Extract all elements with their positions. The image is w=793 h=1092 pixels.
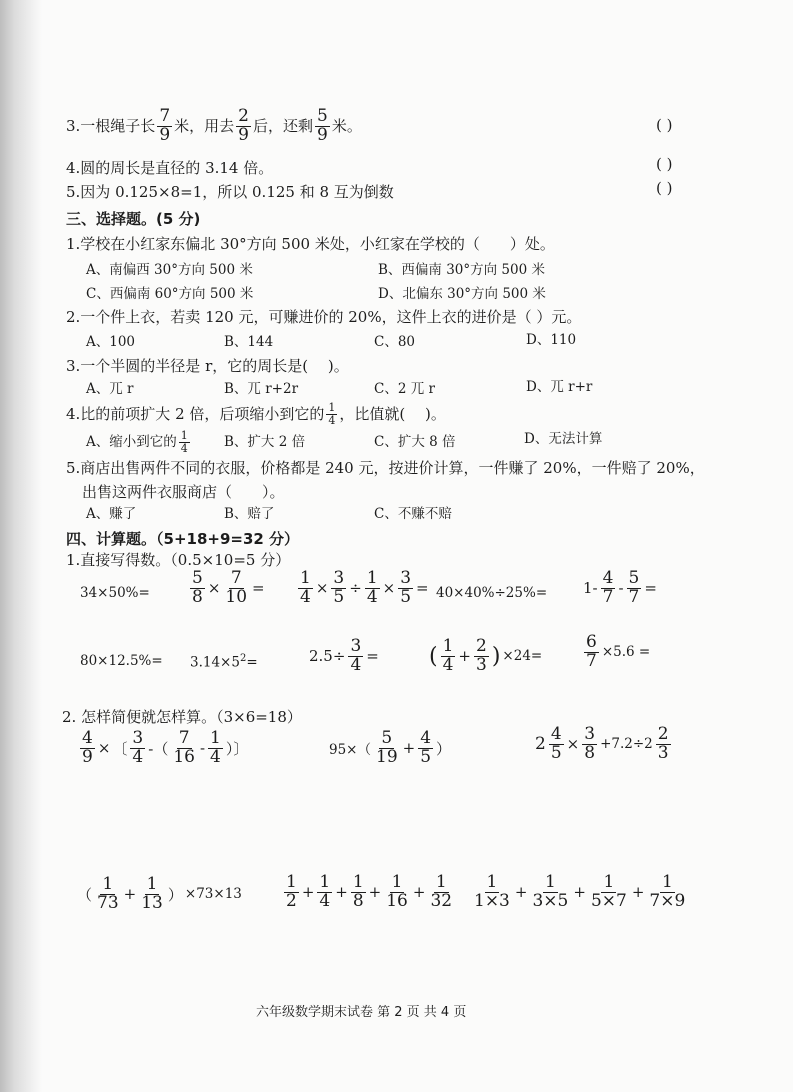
choice-q4-b[interactable]: B、扩大 2 倍 bbox=[224, 434, 306, 450]
fraction: $\frac{1}{8}$ bbox=[352, 872, 364, 911]
plus-operator: + bbox=[335, 883, 348, 902]
plus-operator: + bbox=[368, 883, 382, 902]
choice-q4: 4.比的前项扩大 2 倍，后项缩小到它的 1 4 ，比值就( )。 bbox=[66, 401, 446, 427]
page-footer: 六年级数学期末试卷 第 2 页 共 4 页 bbox=[256, 1005, 467, 1020]
calc-r2-e1: 80×12.5%= bbox=[80, 653, 163, 669]
calc-r1-e4: 40×40%÷25%= bbox=[436, 585, 548, 601]
choice-q4-c[interactable]: C、扩大 8 倍 bbox=[374, 434, 456, 450]
choice-q5-line2: 出售这两件衣服商店（ ）。 bbox=[82, 483, 285, 501]
fraction: $\frac{1}{5\times 7}$ bbox=[590, 872, 627, 911]
fraction: 5 9 bbox=[317, 106, 328, 145]
answer-paren-q5[interactable]: ( ) bbox=[656, 179, 673, 197]
fraction: 1 2 bbox=[286, 872, 297, 911]
choice-q2-a[interactable]: A、100 bbox=[86, 334, 136, 350]
simplify-s5 bbox=[282, 874, 456, 911]
simplify-s4: （ 1 73 + $\frac{1}{13}$ ） ×73×13 bbox=[77, 874, 242, 913]
simplify-s1: $\frac{4}{9}$ × 〔 3 4 -（ 7 16 - 1 4 ）〕 bbox=[82, 728, 249, 767]
answer-paren-q3[interactable]: ( ) bbox=[656, 116, 673, 134]
simplify-s2: 95×（ 5 19 + $\frac{4}{5}$ ） bbox=[329, 728, 452, 767]
plus-operator: + bbox=[301, 883, 315, 902]
calc-r2-e4: ( 1 4 + $\frac{2}{3}$ ) ×24= bbox=[429, 636, 543, 675]
plus-operator: + bbox=[573, 883, 586, 902]
choice-q5-b[interactable]: B、赔了 bbox=[224, 506, 275, 522]
answer-paren-q4[interactable]: ( ) bbox=[656, 155, 673, 173]
choice-q2: 2.一个件上衣，若卖 120 元，可赚进价的 20%，这件上衣的进价是（ ）元。 bbox=[66, 308, 582, 326]
plus-operator: + bbox=[412, 883, 426, 902]
calc-r2-e2: $3.14\times 5^2=$ bbox=[190, 653, 258, 671]
fraction: 2 9 bbox=[238, 106, 249, 145]
fraction: 1 4 bbox=[328, 401, 336, 427]
choice-q5-c[interactable]: C、不赚不赔 bbox=[374, 506, 452, 522]
calc-r1-e1: 34×50%= bbox=[80, 585, 150, 601]
fraction: $\frac{1}{16}$ bbox=[386, 872, 408, 911]
simplify-s3: 2 $\frac{4}{5}$ × $\frac{3}{8}$ +7.2÷2 2 3 bbox=[535, 724, 669, 763]
choice-q3-d[interactable]: D、兀 r+r bbox=[526, 379, 593, 395]
scan-shadow-edge bbox=[0, 0, 42, 1092]
fraction: 1 4 bbox=[180, 429, 188, 455]
calc-r1-e5: 1- 4 7 - $\frac{5}{7}$ = bbox=[583, 568, 657, 607]
fraction: $\frac{1}{3\times 5}$ bbox=[532, 872, 569, 911]
judge-q4: 4.圆的周长是直径的 3.14 倍。 bbox=[66, 159, 274, 177]
simplify-s6 bbox=[470, 874, 689, 911]
fraction: 1 1×3 bbox=[474, 872, 510, 911]
section-4-title: 四、计算题。（5+18+9=32 分） bbox=[66, 530, 300, 548]
choice-q2-d[interactable]: D、110 bbox=[526, 332, 577, 348]
choice-q5-a[interactable]: A、赚了 bbox=[86, 506, 137, 522]
choice-q3-c[interactable]: C、2 兀 r bbox=[374, 381, 435, 397]
plus-operator: + bbox=[631, 883, 645, 902]
choice-q3-a[interactable]: A、兀 r bbox=[86, 381, 134, 397]
fraction: $\frac{1}{4}$ bbox=[319, 872, 331, 911]
choice-q3-b[interactable]: B、兀 r+2r bbox=[224, 381, 299, 397]
choice-q3: 3.一个半圆的半径是 r，它的周长是( )。 bbox=[66, 357, 349, 375]
choice-q2-b[interactable]: B、144 bbox=[224, 334, 274, 350]
choice-q1: 1.学校在小红家东偏北 30°方向 500 米处，小红家在学校的（ ）处。 bbox=[66, 235, 555, 253]
fraction: $\frac{1}{32}$ bbox=[430, 872, 453, 911]
judge-q5: 5.因为 0.125×8=1，所以 0.125 和 8 互为倒数 bbox=[66, 183, 394, 201]
section-4-sub2: 2. 怎样简便就怎样算。（3×6=18） bbox=[62, 708, 302, 726]
choice-q2-c[interactable]: C、80 bbox=[374, 334, 416, 350]
fraction: $\frac{1}{7\times 9}$ bbox=[649, 872, 686, 911]
section-3-title: 三、选择题。(5 分) bbox=[66, 210, 201, 228]
choice-q1-a[interactable]: A、南偏西 30°方向 500 米 bbox=[86, 262, 253, 278]
choice-q4-a[interactable]: A、缩小到它的 1 4 bbox=[86, 429, 188, 455]
fraction: 7 9 bbox=[159, 106, 171, 145]
calc-r2-e3: 2.5÷ $\frac{3}{4}$ = bbox=[309, 636, 379, 675]
judge-q3: 3.一根绳子长 7 9 米，用去 2 9 后，还剩 5 9 米。 bbox=[66, 106, 362, 145]
section-4-sub1: 1.直接写得数。（0.5×10=5 分） bbox=[66, 551, 291, 569]
choice-q4-d[interactable]: D、无法计算 bbox=[524, 431, 603, 447]
choice-q1-c[interactable]: C、西偏南 60°方向 500 米 bbox=[86, 286, 254, 302]
calc-r1-e2: $\frac{5}{8}$ × $\frac{7}{10}$ = bbox=[192, 568, 265, 607]
calc-r2-e5: $\frac{6}{7}$ ×5.6 = bbox=[586, 632, 651, 671]
calc-r1-e3: $\frac{1}{4}$ × $\frac{3}{5}$ ÷ $\frac{1}{4}$ × $\frac{3}{5}$ = bbox=[300, 568, 429, 607]
choice-q5-line1: 5.商店出售两件不同的衣服，价格都是 240 元，按进价计算，一件赚了 20%，一件赔了 20%， bbox=[66, 459, 705, 477]
choice-q1-b[interactable]: B、西偏南 30°方向 500 米 bbox=[378, 262, 545, 278]
plus-operator: + bbox=[514, 883, 528, 902]
choice-q1-d[interactable]: D、北偏东 30°方向 500 米 bbox=[378, 286, 546, 302]
